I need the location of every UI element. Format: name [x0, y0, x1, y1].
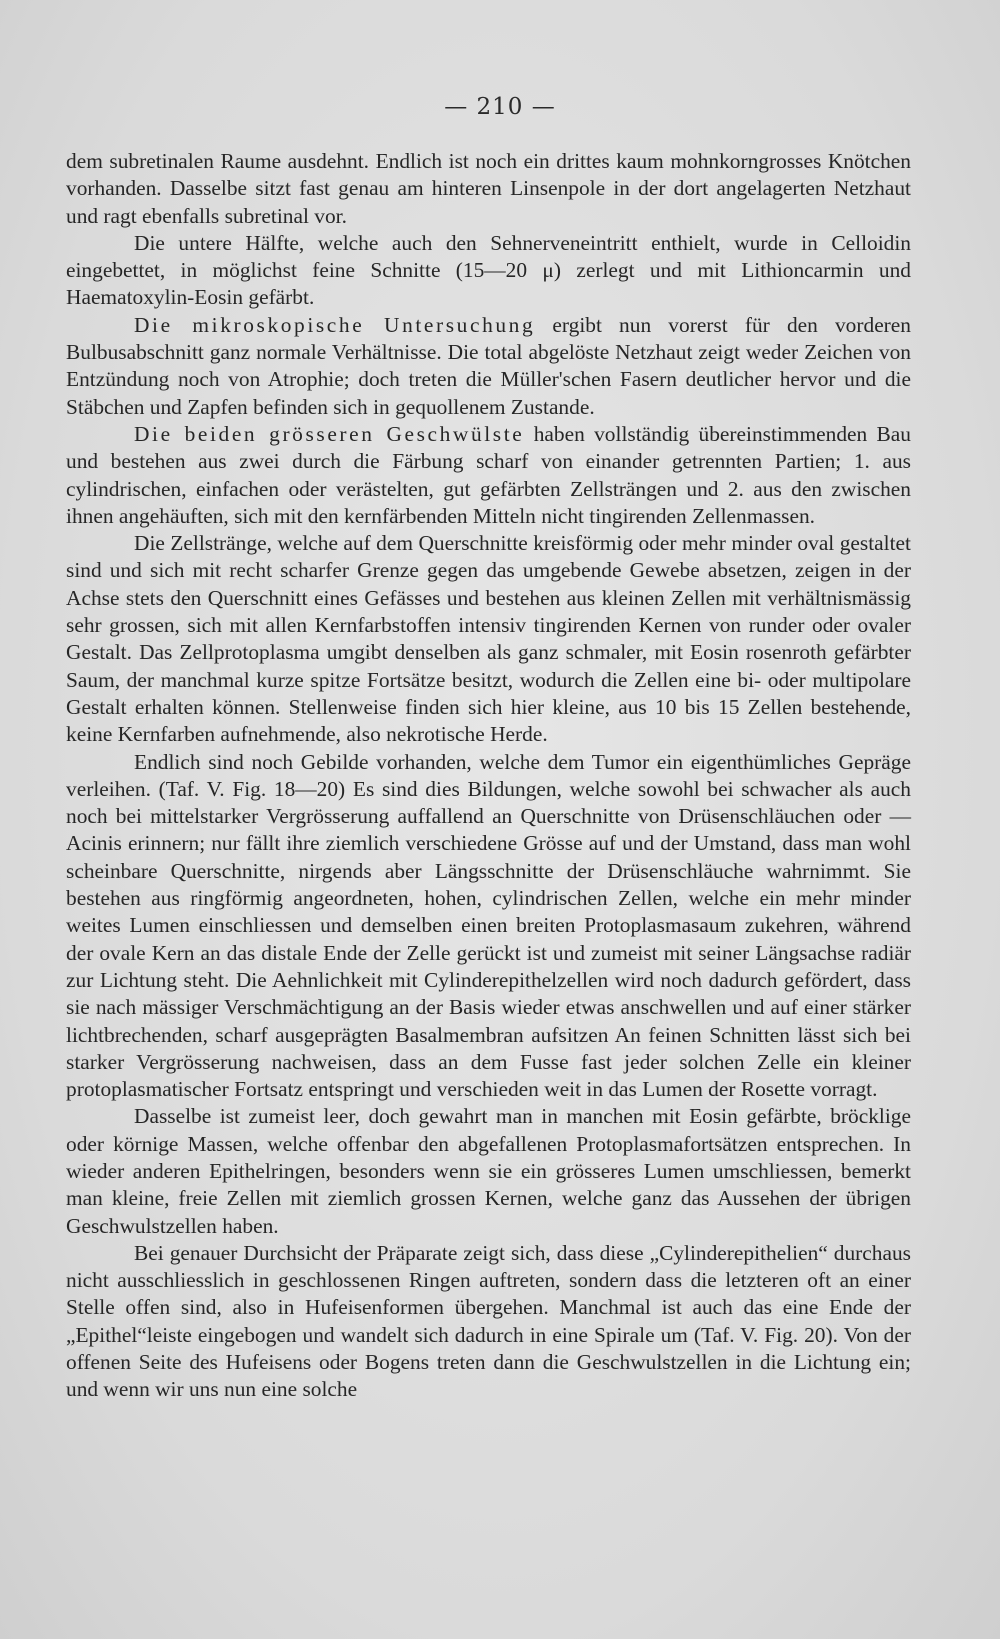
- paragraph-5: [66, 530, 911, 748]
- paragraph-text: Endlich sind noch Gebilde vorhanden, welche dem Tumor ein eigenthümliches Gepräge verleihen. (Taf. V. Fig. 18—20) Es sind dies Bildungen, welche sowohl bei schwacher als auch noch bei mittelstarker Vergrösserung auffallend an Querschnitte von Drüsenschläuchen oder — Acinis erinnern; nur fällt ihre ziemlich verschiedene Grösse auf und der Umstand, dass man wohl scheinbare Querschnitte, nirgends aber Längsschnitte der Drüsenschläuche wahrnimmt. Sie bestehen aus ringförmig angeordneten, hohen, cylindrischen Zellen, welche ein mehr minder weites Lumen einschliessen und demselben einen breiten Protoplasmasaum zukehren, während der ovale Kern an das distale Ende der Zelle gerückt ist und zumeist mit seiner Längsachse radiär zur Lichtung steht. Die Aehnlichkeit mit Cylinderepithelzellen wird noch dadurch gefördert, dass sie nach mässiger Verschmächtigung an der Basis wieder etwas anschwellen und auf einer stärker lichtbrechenden, scharf ausgeprägten Basalmembran aufsitzen An feinen Schnitten lässt sich bei starker Vergrösserung nachweisen, dass an dem Fusse fast jeder solchen Zelle ein kleiner protoplasmatischer Fortsatz entspringt und verschieden weit in das Lumen der Rosette vorragt.: [66, 749, 911, 1102]
- paragraph-2: [66, 230, 911, 312]
- paragraph-1: [66, 148, 911, 230]
- paragraph-8: [66, 1240, 911, 1404]
- paragraph-6: [66, 749, 911, 1104]
- paragraph-3: [66, 312, 911, 421]
- paragraph-7: [66, 1103, 911, 1239]
- body-text: [66, 148, 911, 1404]
- paragraph-text: Die untere Hälfte, welche auch den Sehnerveneintritt enthielt, wurde in Celloidin eingebettet, in möglichst feine Schnitte (15—20 μ) zerlegt und mit Lithioncarmin und Haematoxylin-Eosin gefärbt.: [66, 230, 911, 310]
- page-number: — 210 —: [444, 94, 556, 120]
- spaced-emphasis: Die beiden grösseren Geschwülste: [134, 421, 525, 446]
- paragraph-text: Dasselbe ist zumeist leer, doch gewahrt man in manchen mit Eosin gefärbte, bröcklige oder körnige Massen, welche offenbar den abgefallenen Protoplasmafortsätzen entsprechen. In wieder anderen Epithelringen, besonders wenn sie ein grösseres Lumen umschliessen, bemerkt man kleine, freie Zellen mit ziemlich grossen Kernen, welche ganz das Aussehen der übrigen Geschwulstzellen haben.: [66, 1104, 911, 1238]
- paragraph-text: dem subretinalen Raume ausdehnt. Endlich ist noch ein drittes kaum mohnkorngrosses Knötchen vorhanden. Dasselbe sitzt fast genau am hinteren Linsenpole in der dort angelagerten Netzhaut und ragt ebenfalls subretinal vor.: [66, 149, 911, 228]
- paragraph-text: ergibt nun vorerst für den vorderen Bulbusabschnitt ganz normale Verhältnisse. Die total abgelöste Netzhaut zeigt weder Zeichen von Entzündung noch von Atrophie; doch treten die Müller'schen Fasern deutlicher hervor und die Stäbchen und Zapfen befinden sich in gequollenem Zustande.: [66, 312, 911, 419]
- paragraph-text: Die Zellstränge, welche auf dem Querschnitte kreisförmig oder mehr minder oval gestaltet sind und sich mit recht scharfer Grenze gegen das umgebende Gewebe absetzen, zeigen in der Achse stets den Querschnitt eines Gefässes und bestehen aus kleinen Zellen mit verhältnismässig sehr grossen, sich mit allen Kernfarbstoffen intensiv tingirenden Kernen von runder oder ovaler Gestalt. Das Zellprotoplasma umgibt denselben als ganz schmaler, mit Eosin rosenroth gefärbter Saum, der manchmal kurze spitze Fortsätze besitzt, wodurch die Zellen eine bi- oder multipolare Gestalt erhalten können. Stellenweise finden sich hier kleine, aus 10 bis 15 Zellen bestehende, keine Kernfarben aufnehmende, also nekrotische Herde.: [66, 531, 911, 747]
- paragraph-text: Bei genauer Durchsicht der Präparate zeigt sich, dass diese „Cylinderepithelien“ durchaus nicht ausschliesslich in geschlossenen Ringen auftreten, sondern dass die letzteren oft an einer Stelle offen sind, also in Hufeisenformen übergehen. Manchmal ist auch das eine Ende der „Epithel“leiste eingebogen und wandelt sich dadurch in eine Spirale um (Taf. V. Fig. 20). Von der offenen Seite des Hufeisens oder Bogens treten dann die Geschwulstzellen in die Lichtung ein; und wenn wir uns nun eine solche: [66, 1240, 911, 1402]
- spaced-emphasis: Die mikroskopische Untersuchung: [134, 312, 536, 337]
- paragraph-4: [66, 421, 911, 530]
- paragraph-text: haben vollständig übereinstimmenden Bau und bestehen aus zwei durch die Färbung scharf von einander getrennten Partien; 1. aus cylindrischen, einfachen oder verästelten, gut gefärbten Zellsträngen und 2. aus den zwischen ihnen angehäuften, sich mit den kernfärbenden Mitteln nicht tingirenden Zellenmassen.: [66, 421, 911, 528]
